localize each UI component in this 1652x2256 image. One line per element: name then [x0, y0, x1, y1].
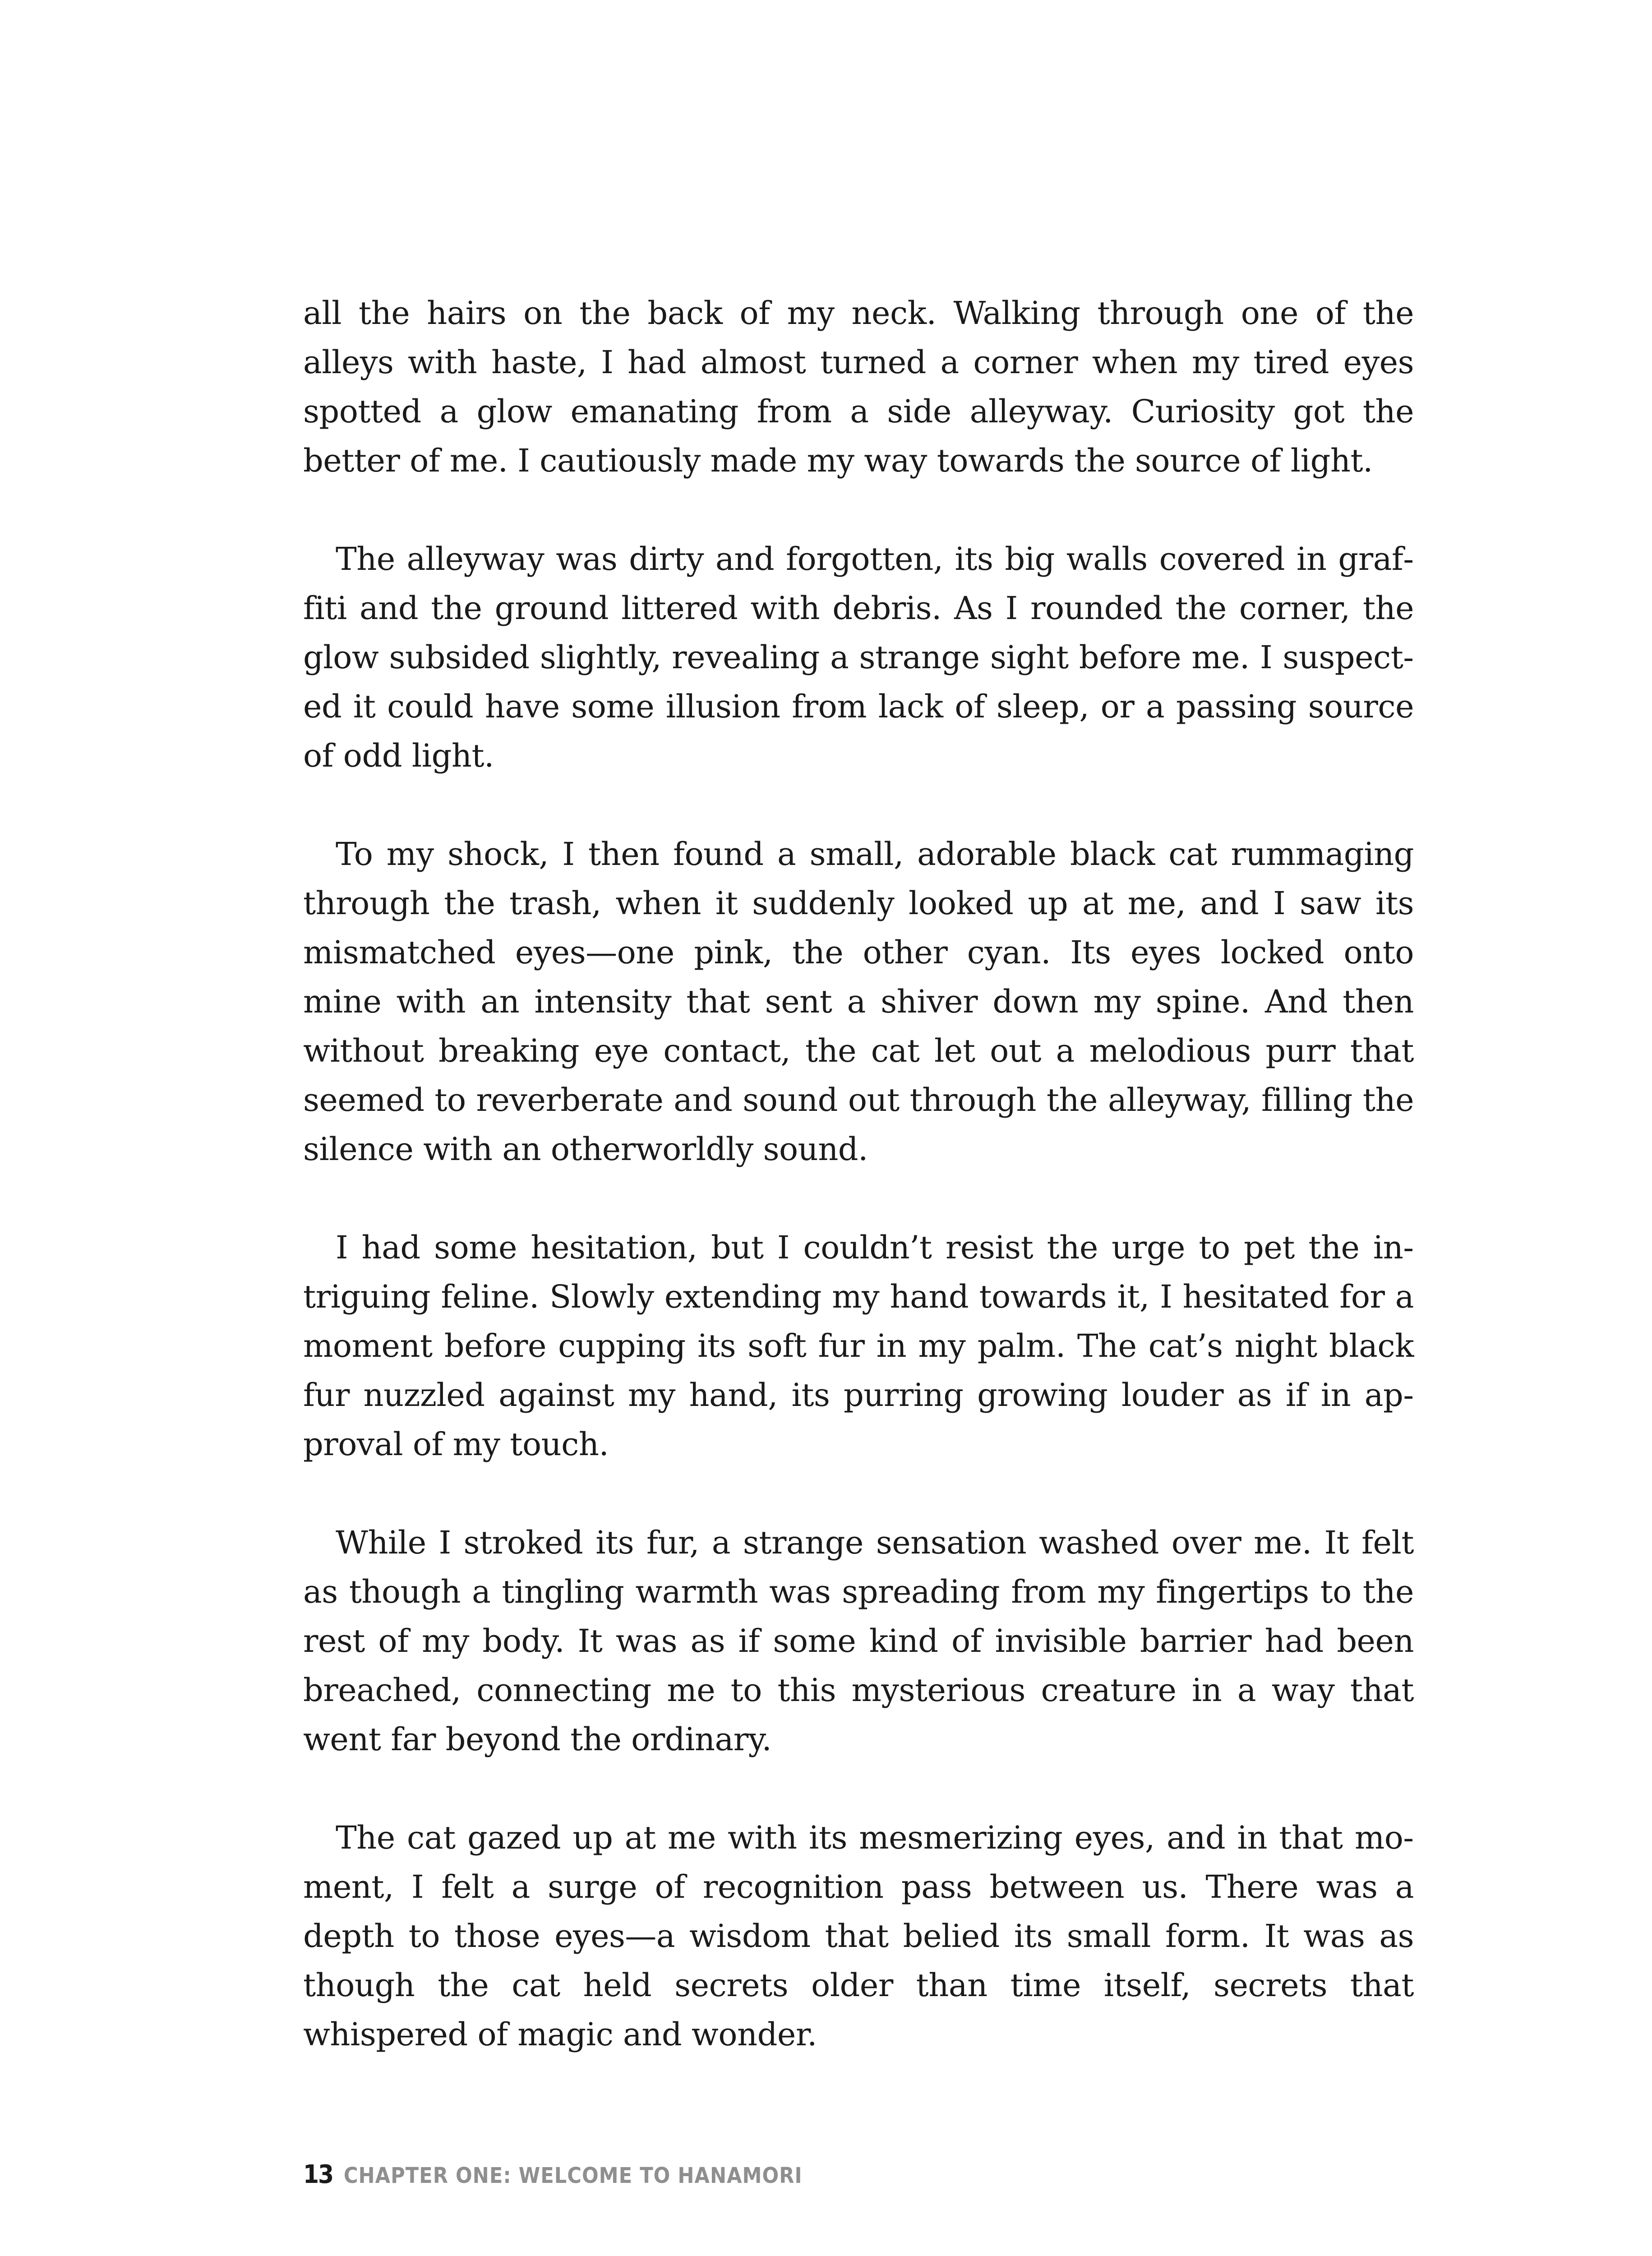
paragraph-gap — [303, 1469, 1414, 1518]
page-footer — [303, 2161, 803, 2189]
paragraph-1: all the hairs on the back of my neck. Walking through one of the alleys with haste, I had almost turned a corner when my tired eyes spotted a glow emanating from a side alleyway. Curiosity got the better of me. I cautiously made my way towards the source of light. — [303, 295, 1414, 479]
paragraph-3: To my shock, I then found a small, adorable black cat rummaging through the trash, when it suddenly looked up at me, and I saw its mismatched eyes—one pink, the other cyan. Its eyes locked onto mine with an intensity that sent a shiver down my spine. And then without breaking eye contact, the cat let out a melodious purr that seemed to reverberate and sound out through the alleyway, filling the silence with an otherworldly sound. — [303, 836, 1414, 1168]
page-number: 13 — [303, 2160, 333, 2189]
paragraph-2: The alleyway was dirty and forgotten, its big walls covered in graffiti and the ground littered with debris. As I rounded the corner, the glow subsided slightly, revealing a strange sight before me. I suspected it could have some illusion from lack of sleep, or a passing source of odd light. — [303, 541, 1414, 774]
paragraph-6: The cat gazed up at me with its mesmerizing eyes, and in that moment, I felt a surge of recognition pass between us. There was a depth to those eyes—a wisdom that belied its small form. It was as though the cat held secrets older than time itself, secrets that whispered of magic and wonder. — [303, 1819, 1414, 2053]
body-text — [303, 289, 1414, 2059]
paragraph-gap — [303, 1174, 1414, 1223]
paragraph-gap — [303, 1764, 1414, 1813]
running-title: CHAPTER ONE: WELCOME TO HANAMORI — [343, 2163, 803, 2188]
paragraph-gap — [303, 781, 1414, 830]
paragraph-5: While I stroked its fur, a strange sensation washed over me. It felt as though a tingling warmth was spreading from my fingertips to the rest of my body. It was as if some kind of invisible barrier had been breached, connecting me to this mysterious creature in a way that went far beyond the ordinary. — [303, 1524, 1414, 1758]
paragraph-4: I had some hesitation, but I couldn’t resist the urge to pet the intriguing feline. Slowly extending my hand towards it, I hesitated for a moment before cupping its soft fur in my palm. The cat’s night black fur nuzzled against my hand, its purring growing louder as if in approval of my touch. — [303, 1229, 1414, 1463]
paragraph-gap — [303, 485, 1414, 535]
